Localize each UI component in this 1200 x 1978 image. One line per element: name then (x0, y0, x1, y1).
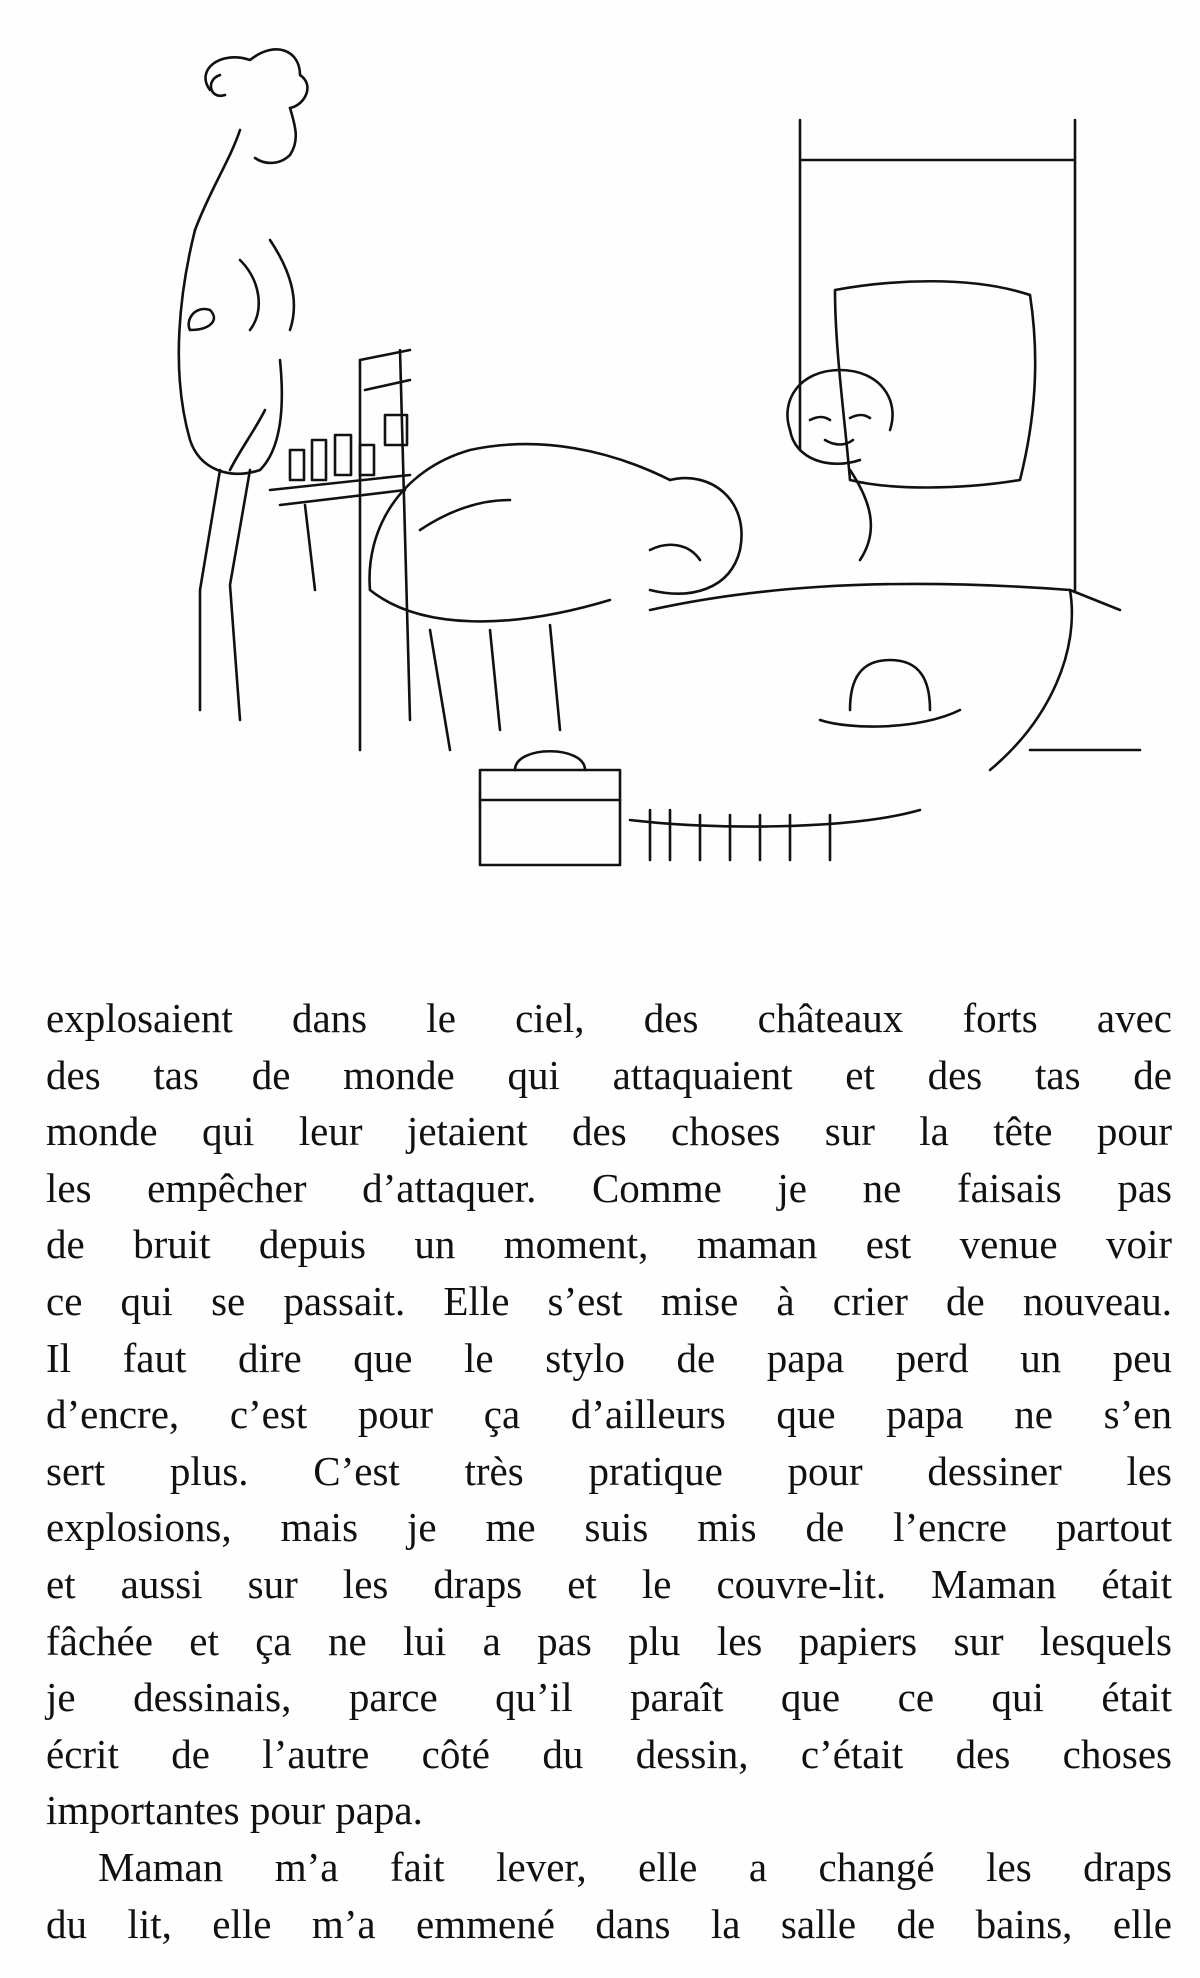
text-line: Maman m’a fait lever, elle a changé les draps (98, 1843, 1172, 1890)
text-line: du lit, elle m’a emmené dans la salle de bains, elle (46, 1900, 1172, 1947)
text-line: d’encre, c’est pour ça d’ailleurs que papa ne s’en (46, 1391, 1172, 1438)
text-line: explosions, mais je me suis mis de l’encre partout (46, 1504, 1172, 1551)
text-line: de bruit depuis un moment, maman est venue voir (46, 1221, 1172, 1268)
briefcase-icon (480, 751, 620, 865)
text-line: Il faut dire que le stylo de papa perd un peu (46, 1334, 1172, 1381)
chair-icon (360, 350, 410, 750)
text-line: et aussi sur les draps et le couvre-lit. Maman était (46, 1560, 1172, 1607)
text-line: explosaient dans le ciel, des châteaux forts avec (46, 995, 1172, 1041)
bedside-table-icon (270, 415, 410, 590)
text-line: importantes pour papa. (46, 1787, 423, 1834)
bed-icon (630, 120, 1140, 860)
text-line: fâchée et ça ne lui a pas plu les papiers sur lesquels (46, 1617, 1172, 1664)
text-line: des tas de monde qui attaquaient et des tas de (46, 1051, 1172, 1098)
mother-figure-icon (179, 49, 308, 720)
text-line: ce qui se passait. Elle s’est mise à crier de nouveau. (46, 1277, 1172, 1324)
illustration (90, 30, 1150, 870)
text-line: les empêcher d’attaquer. Comme je ne faisais pas (46, 1164, 1172, 1211)
text-line: écrit de l’autre côté du dessin, c’était des choses (46, 1730, 1172, 1777)
text-line: monde qui leur jetaient des choses sur la tête pour (46, 1108, 1172, 1155)
text-line: sert plus. C’est très pratique pour dessiner les (46, 1447, 1172, 1494)
bedroom-illustration-icon (90, 30, 1150, 870)
boy-in-bed-icon (787, 370, 892, 560)
father-figure-icon (370, 444, 742, 750)
hat-icon (820, 660, 960, 727)
body-text (46, 990, 1172, 1952)
text-line: je dessinais, parce qu’il paraît que ce qui était (46, 1674, 1172, 1721)
